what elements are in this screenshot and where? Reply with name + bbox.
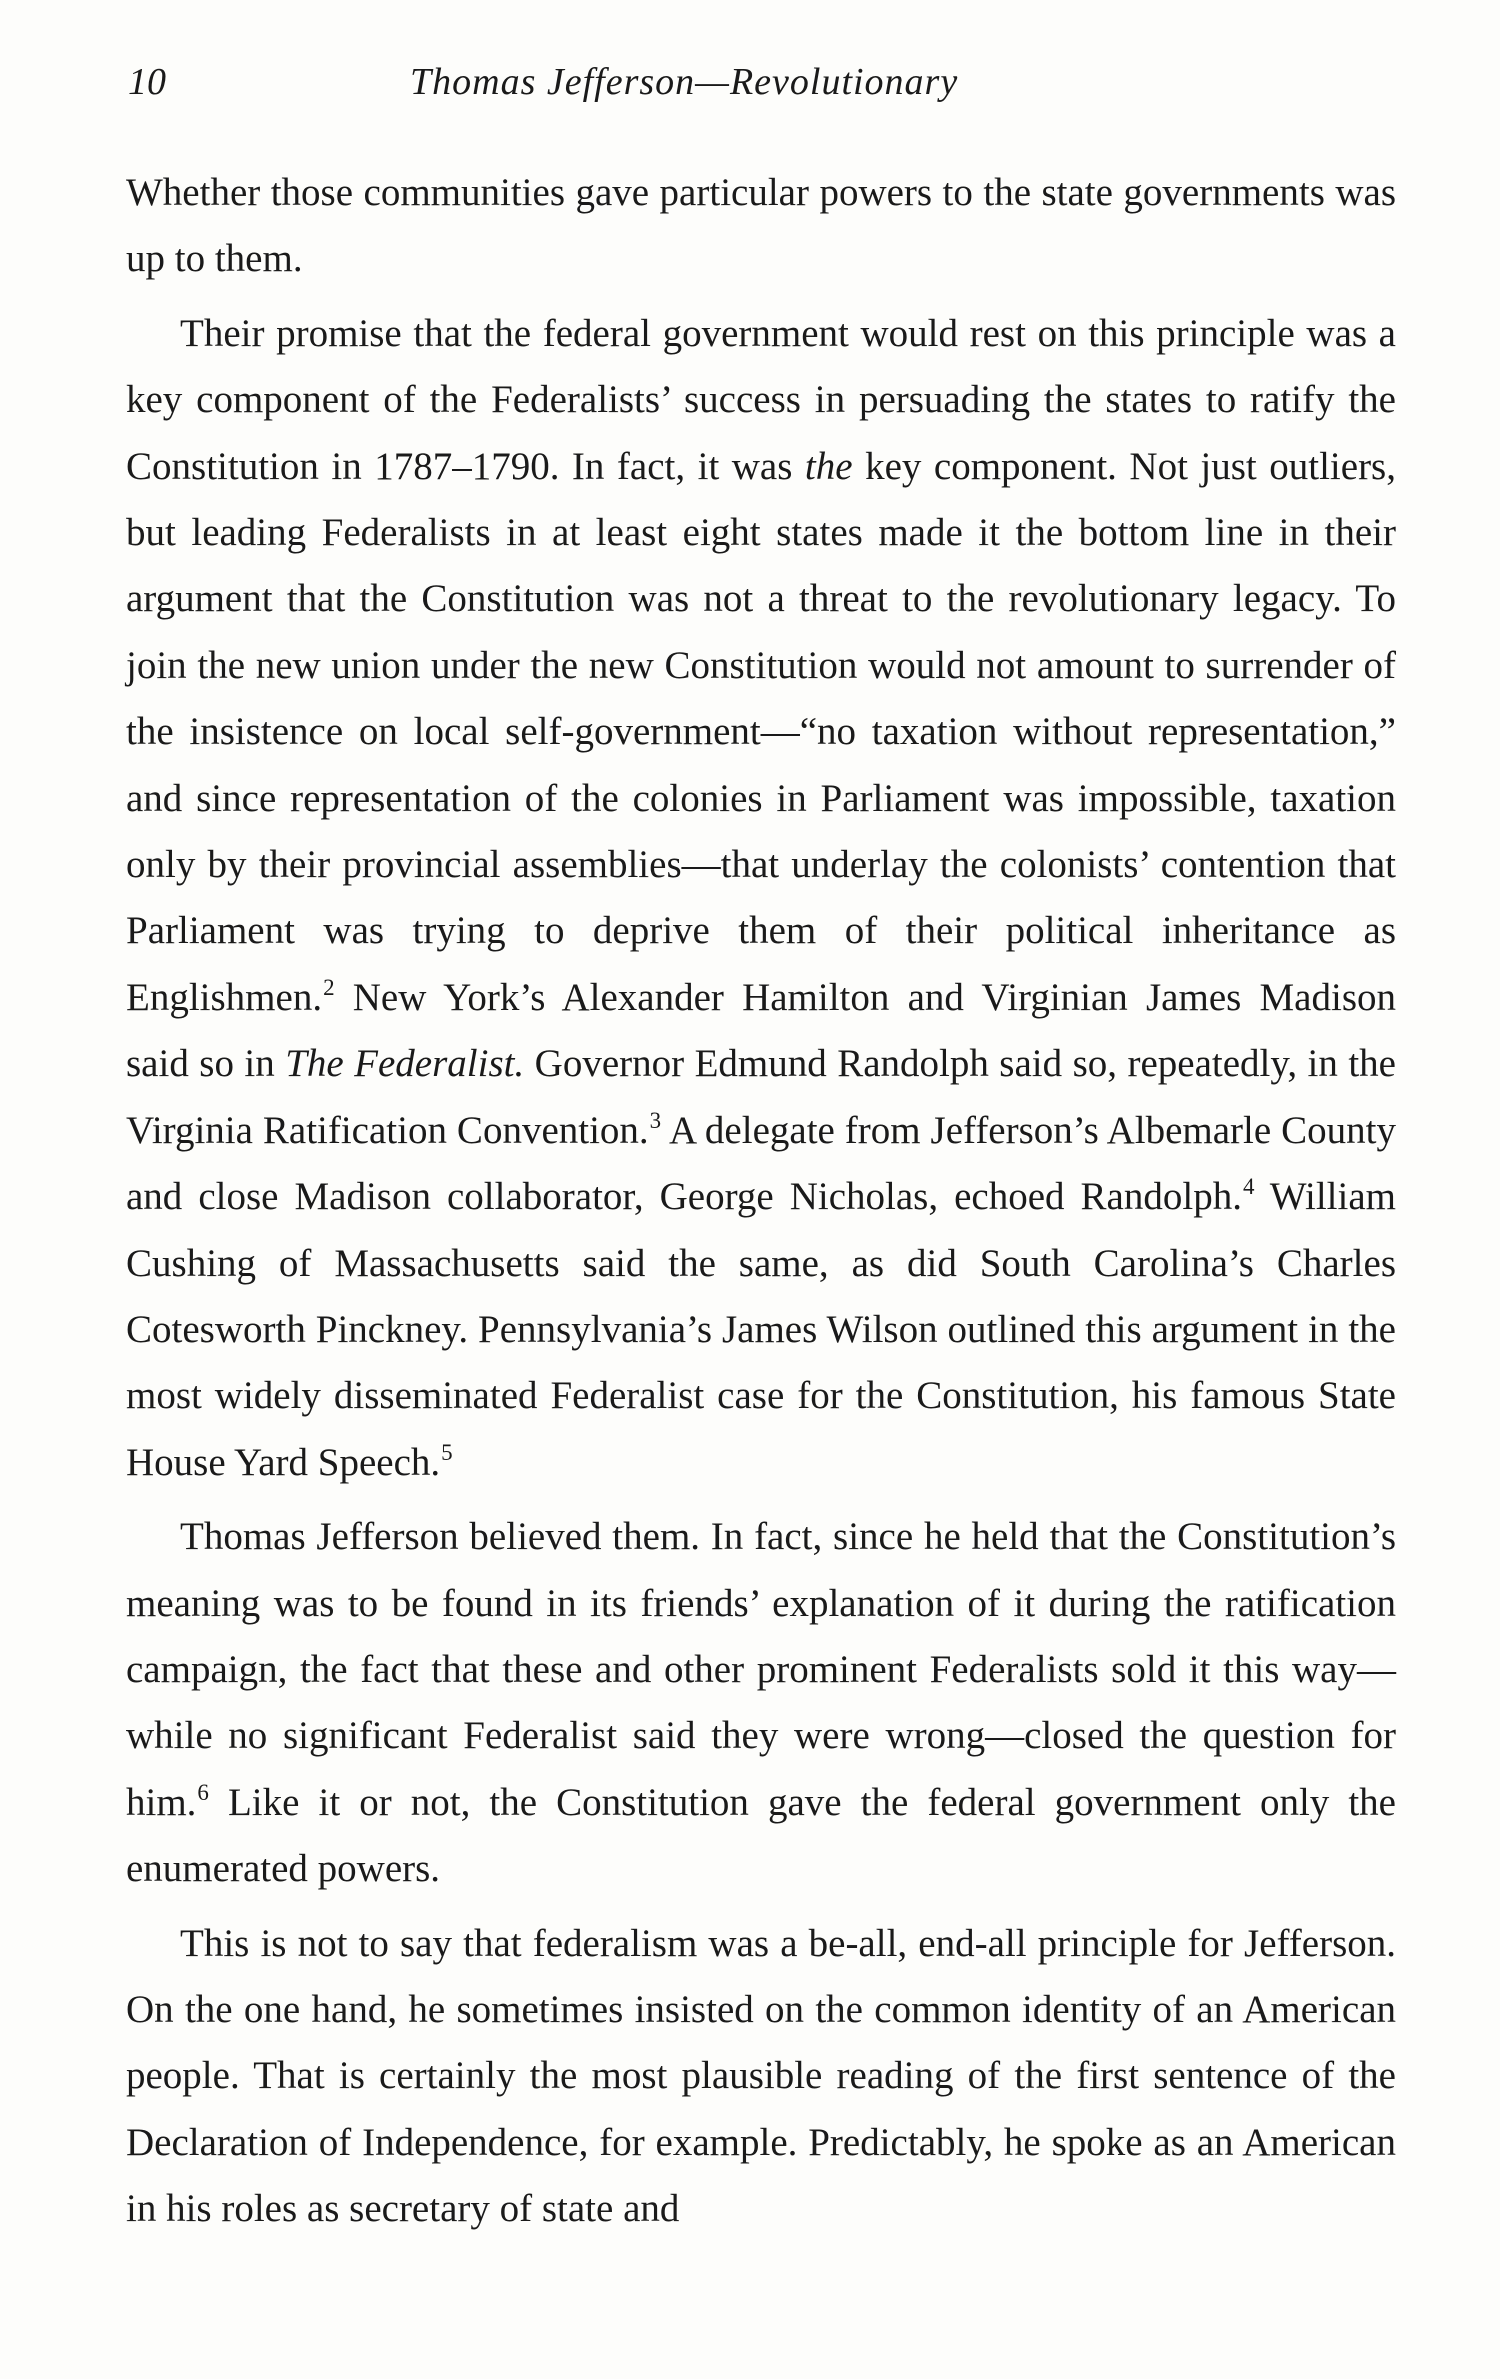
italic-text: the	[804, 444, 853, 488]
text-run: New York’s Alexander Hamilton and Virginian James Madison said so in	[126, 975, 1396, 1086]
paragraph	[126, 160, 1396, 293]
footnote-marker: 2	[323, 974, 335, 1000]
footnote-marker: 5	[441, 1439, 453, 1465]
page-number: 10	[128, 61, 166, 103]
footnote-marker: 4	[1242, 1174, 1255, 1200]
paragraph	[126, 1504, 1396, 1902]
footnote-marker: 3	[649, 1107, 662, 1133]
text-run: Like it or not, the Constitution gave the federal government only the enumerated powers.	[126, 1780, 1396, 1891]
footnote-marker: 6	[197, 1779, 209, 1805]
text-run: Whether those communities gave particular powers to the state governments was up to them.	[126, 171, 1396, 281]
text-run: This is not to say that federalism was a be-all, end-all principle for Jefferson. On the one hand, he sometimes insisted on the common identity of an American people. That is certainly the most plausible reading of the first sentence of the Declaration of Independence, for example. Predictably, he spoke as an American in his roles as secretary of state and	[126, 1921, 1396, 2231]
running-head	[128, 52, 1388, 112]
italic-text: The Federalist.	[285, 1042, 525, 1086]
text-run: Their promise that the federal government would rest on this principle was a key component of the Federalists’ success in persuading the states to ratify the Constitution in 1787–1790. In fact, it was	[126, 311, 1396, 488]
text-run: Governor Edmund Randolph said so, repeatedly, in the Virginia Ratification Convention.	[126, 1042, 1396, 1152]
body-text	[126, 160, 1396, 2243]
text-run: A delegate from Jefferson’s Albemarle County and close Madison collaborator, George Nicholas, echoed Randolph.	[126, 1108, 1396, 1219]
text-run: key component. Not just outliers, but leading Federalists in at least eight states made it the bottom line in their argument that the Constitution was not a threat to the revolutionary legacy. To join the new union under the new Constitution would not amount to surrender of the insistence on local self-government—“no taxation without representation,” and since representation of the colonies in Parliament was impossible, taxation only by their provincial assemblies—that underlay the colonists’ contention that Parliament was trying to deprive them of their political inheritance as Englishmen.	[126, 444, 1396, 1019]
paragraph	[126, 301, 1396, 1496]
paragraph	[126, 1911, 1396, 2243]
text-run: William Cushing of Massachusetts said the same, as did South Carolina’s Charles Cotesworth Pinckney. Pennsylvania’s James Wilson outlined this argument in the most widely disseminated Federalist case for the Constitution, his famous State House Yard Speech.	[126, 1175, 1396, 1484]
running-title: Thomas Jefferson—Revolutionary	[410, 61, 959, 103]
text-run: Thomas Jefferson believed them. In fact, since he held that the Constitution’s meaning was to be found in its friends’ explanation of it during the ratification campaign, the fact that these and other prominent Federalists sold it this way—while no significant Federalist said they were wrong—closed the question for him.	[126, 1515, 1396, 1824]
